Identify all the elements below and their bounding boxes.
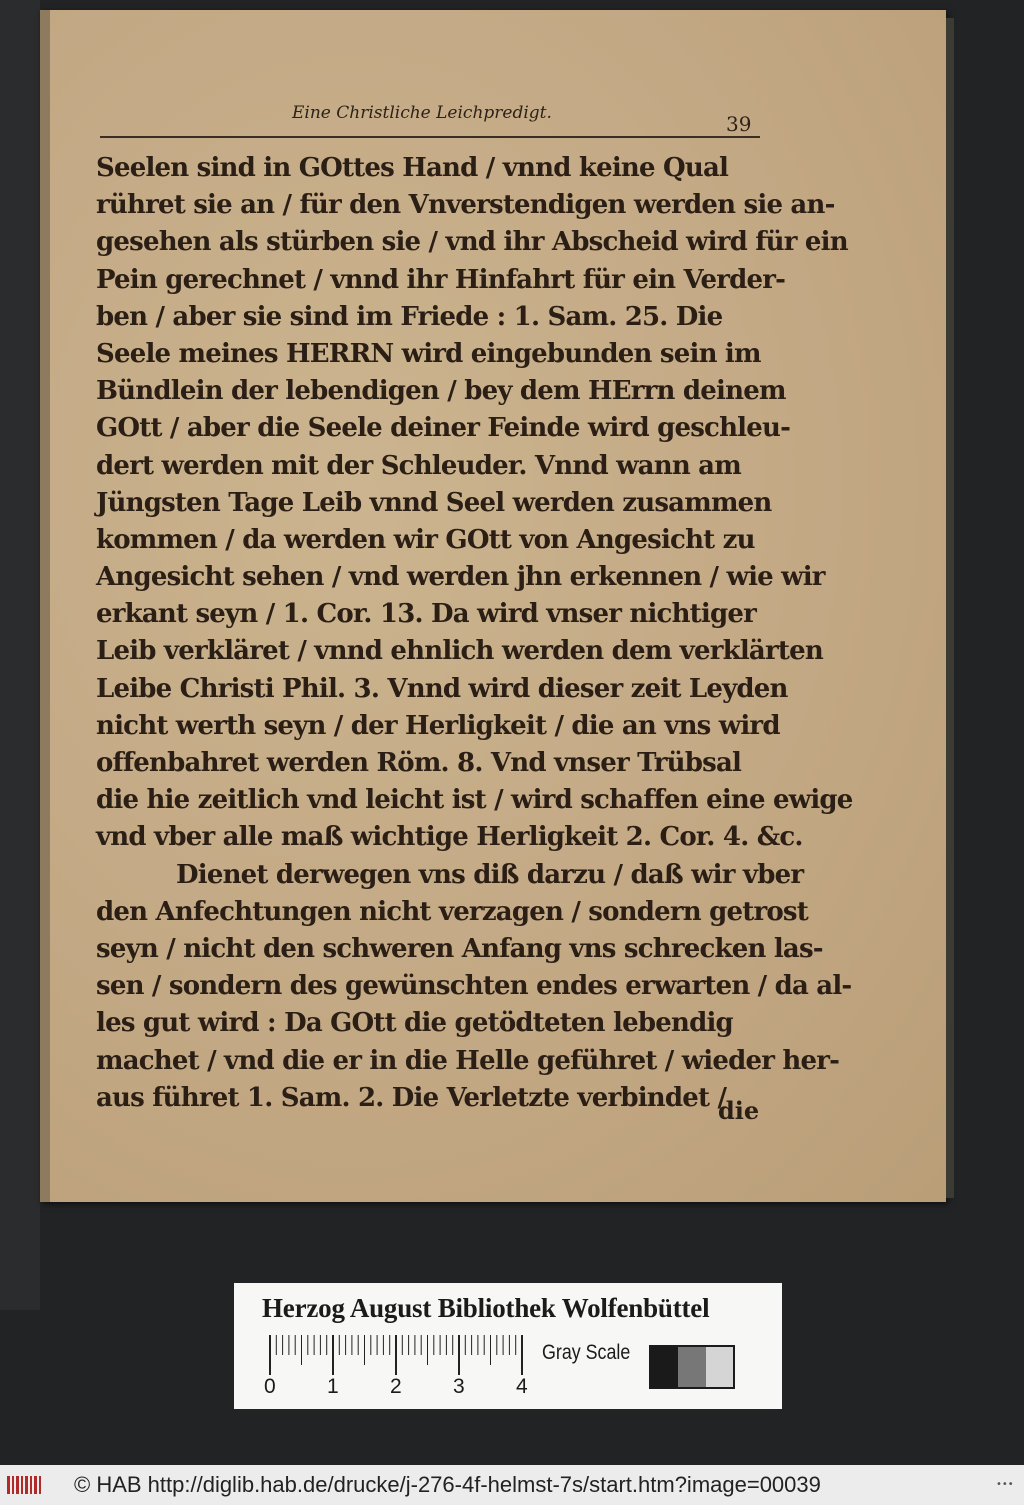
text-line: rühret sie an / für den Vnverstendigen werden sie an- [96, 190, 835, 221]
text-line: GOtt / aber die Seele deiner Feinde wird geschleu- [96, 413, 791, 444]
text-line: Leibe Christi Phil. 3. Vnnd wird dieser zeit Leyden [96, 673, 788, 704]
hab-logo-icon [6, 1473, 46, 1497]
ruler-number: 2 [390, 1375, 402, 1398]
library-name: Herzog August Bibliothek Wolfenbüttel [262, 1293, 710, 1323]
text-line: seyn / nicht den schweren Anfang vns schrecken las- [96, 933, 823, 964]
text-line: Dienet derwegen vns diß darzu / daß wir vber [176, 859, 804, 890]
page-gutter [40, 10, 50, 1202]
text-line: Jüngsten Tage Leib vnnd Seel werden zusammen [96, 487, 772, 518]
text-line: gesehen als stürben sie / vnd ihr Abscheid wird für ein [96, 227, 848, 258]
text-line: Seele meines HERRN wird eingebunden sein im [96, 338, 761, 369]
text-line: dert werden mit der Schleuder. Vnnd wann am [96, 450, 741, 481]
text-line: Bündlein der lebendigen / bey dem HErrn deinem [96, 376, 786, 407]
page-edge [946, 18, 954, 1198]
text-line: den Anfechtungen nicht verzagen / sondern getrost [96, 896, 808, 927]
header-rule [100, 136, 760, 138]
footer-bar [0, 1465, 1024, 1505]
text-line: erkant seyn / 1. Cor. 13. Da wird vnser nichtiger [96, 599, 756, 630]
text-line: Leib verkläret / vnnd ehnlich werden dem verklärten [96, 636, 823, 667]
running-head: Eine Christliche Leichpredigt. [292, 103, 552, 123]
body-text [96, 150, 853, 1117]
copyright-url-text: © HAB http://diglib.hab.de/drucke/j-276-4f-helmst-7s/start.htm?image=00039 [74, 1472, 821, 1497]
text-line: Seelen sind in GOttes Hand / vnnd keine Qual [96, 153, 729, 183]
text-line: aus führet 1. Sam. 2. Die Verletzte verbindet / [96, 1082, 727, 1113]
text-line: ben / aber sie sind im Friede : 1. Sam. 25. Die [96, 301, 723, 332]
text-line: die hie zeitlich vnd leicht ist / wird schaffen eine ewige [96, 785, 853, 816]
text-line: vnd vber alle maß wichtige Herligkeit 2. Cor. 4. &c. [96, 822, 803, 853]
library-label-card [234, 1283, 782, 1409]
ruler-number: 1 [327, 1375, 339, 1398]
text-line: offenbahret werden Röm. 8. Vnd vnser Trübsal [96, 748, 742, 778]
text-line: nicht werth seyn / der Herligkeit / die an vns wird [96, 710, 780, 741]
swatch-gray [678, 1347, 705, 1387]
text-line: sen / sondern des gewünschten endes erwarten / da al- [96, 971, 852, 1002]
grayscale-label: Gray Scale [542, 1341, 631, 1364]
catchword: die [718, 1096, 760, 1125]
swatch-black [651, 1347, 678, 1387]
text-line: kommen / da werden wir GOtt von Angesicht zu [96, 524, 755, 555]
text-line: Angesicht sehen / vnd werden jhn erkennen / wie wir [96, 562, 825, 593]
text-line: Pein gerechnet / vnnd ihr Hinfahrt für ein Verder- [96, 264, 786, 295]
book-cover-edge [0, 0, 40, 1310]
grayscale-swatches [649, 1345, 735, 1389]
scale-ruler [268, 1335, 522, 1375]
swatch-light [706, 1347, 733, 1387]
ruler-number: 0 [264, 1375, 276, 1398]
text-line: les gut wird : Da GOtt die getödteten lebendig [96, 1008, 733, 1039]
ruler-number: 3 [453, 1375, 465, 1398]
more-icon[interactable]: ••• [996, 1479, 1014, 1490]
ruler-number: 4 [516, 1375, 528, 1398]
text-line: machet / vnd die er in die Helle geführet / wieder her- [96, 1045, 840, 1076]
page-number: 39 [726, 112, 752, 136]
